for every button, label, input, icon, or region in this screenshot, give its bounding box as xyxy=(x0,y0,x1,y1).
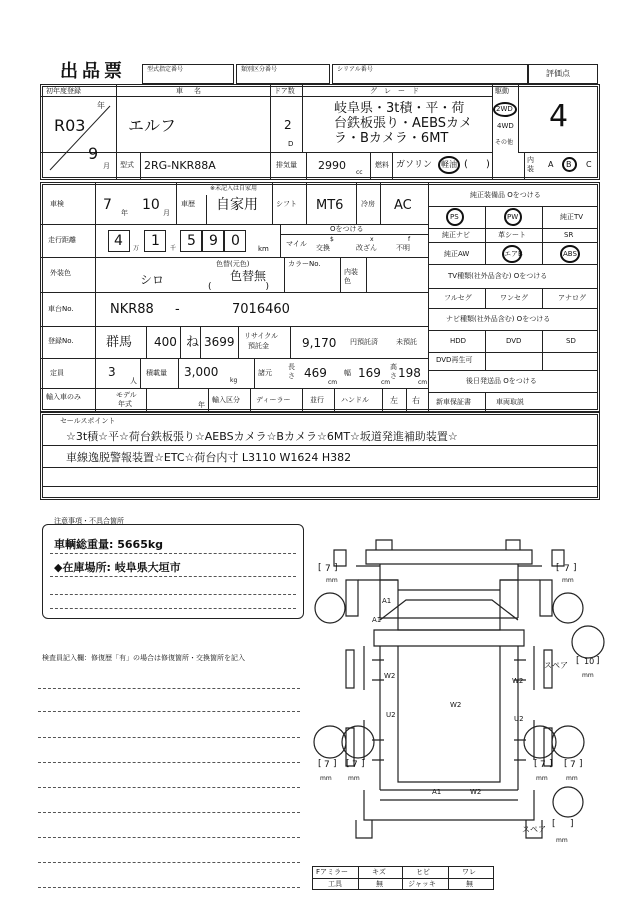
mileage-o-mark: Oをつける xyxy=(330,225,364,233)
type-cert-label: 型式指定番号 xyxy=(147,66,184,73)
length-unit: cm xyxy=(328,379,338,386)
inspection-month: 10 xyxy=(142,197,160,213)
grade-line1: 岐阜県・3t積・平・荷 xyxy=(334,101,465,116)
drive-label: 駆動 xyxy=(495,87,509,95)
shift-value: MT6 xyxy=(316,198,344,213)
model-year-label-1: モデル xyxy=(116,391,137,399)
navi-type-label: ナビ種類(社外品含む) Oをつける xyxy=(446,315,551,323)
mileage-km: km xyxy=(258,245,269,253)
width-value: 169 xyxy=(358,366,381,380)
tire-rr1-bracket-close: ] xyxy=(549,759,553,769)
legend-v: 無 xyxy=(376,880,383,888)
height-label: 高さ xyxy=(390,363,397,380)
damage-mark: W2 xyxy=(512,677,524,685)
spare-1-unit: mm xyxy=(582,672,594,679)
spare2-bracket-close: ] xyxy=(570,819,574,829)
color-paren: ( ) xyxy=(208,282,270,292)
legend-h: Fアミラー xyxy=(316,868,349,876)
spare-label-1: スペア xyxy=(544,661,568,670)
form-title: 出品票 xyxy=(60,61,126,82)
import-label: 輸入車のみ xyxy=(46,393,81,401)
mileage-label: 走行距離 xyxy=(48,236,76,244)
damage-mark: A1 xyxy=(372,616,382,624)
height-value: 198 xyxy=(398,366,421,380)
legend-v: 工具 xyxy=(328,880,342,888)
month-unit: 月 xyxy=(103,162,110,170)
swap-sym: $ xyxy=(330,236,334,243)
tire-fl-bracket: [ xyxy=(318,563,322,573)
handle-label: ハンドル xyxy=(341,396,369,404)
handle-right: 右 xyxy=(412,396,420,405)
load-value: 3,000 xyxy=(184,365,219,379)
tire-fr-bracket: [ xyxy=(556,563,560,573)
legend-v: 無 xyxy=(466,880,473,888)
load-unit: kg xyxy=(230,377,238,384)
ac-value: AC xyxy=(394,198,412,213)
spare2-bracket: [ xyxy=(552,819,556,829)
import-cat-label: 輸入区分 xyxy=(212,396,240,404)
tire-rr2: 7 xyxy=(570,760,576,770)
color-change-label: 色替(元色) xyxy=(216,260,250,268)
grade-label: グ レ ー ド xyxy=(370,87,419,95)
eval-label: 評価点 xyxy=(546,69,570,78)
name-label: 車 名 xyxy=(176,87,203,95)
damage-mark: W2 xyxy=(384,672,396,680)
recycle-label-2: 預託金 xyxy=(248,342,269,350)
modified-label: 改ざん xyxy=(356,244,377,252)
modified-sym: x xyxy=(370,236,374,243)
tire-rr1-bracket: [ xyxy=(534,759,538,769)
model-year-label-2: 年式 xyxy=(118,400,132,408)
history-label: 車歴 xyxy=(181,200,195,208)
int-color-label: 内装色 xyxy=(344,268,358,285)
navi-sd: SD xyxy=(566,337,576,345)
dims-label: 諸元 xyxy=(258,369,272,377)
legend-h: ヒビ xyxy=(416,868,430,876)
equip-leather: 革シート xyxy=(498,231,526,239)
equip-navi: 純正ナビ xyxy=(442,231,470,239)
serial-label: シリアル番号 xyxy=(337,66,373,73)
sales-label: セールスポイント xyxy=(60,417,116,425)
capacity-value: 3 xyxy=(108,365,116,379)
fuel-diesel: 軽油 xyxy=(441,160,457,169)
model-value: 2RG-NKR88A xyxy=(144,159,216,172)
spare1-bracket-close: ] xyxy=(596,656,600,666)
sales-line1: ☆3t積☆平☆荷台鉄板張り☆AEBSカメラ☆Bカメラ☆6MT☆坂道発進補助装置☆ xyxy=(66,430,458,443)
fuel-label: 燃料 xyxy=(375,161,389,169)
width-label: 幅 xyxy=(344,369,351,377)
length-label: 長さ xyxy=(288,363,295,380)
import-parallel: 並行 xyxy=(310,396,324,404)
chassis-number: 7016460 xyxy=(232,302,290,317)
legend-v: ジャッキ xyxy=(408,880,436,888)
notes-label: 注意事項・不具合箇所 xyxy=(54,517,124,525)
mileage-digit-4: 9 xyxy=(209,233,218,249)
interior-c: C xyxy=(586,160,592,169)
interior-b: B xyxy=(566,160,572,169)
drive-2wd: 2WD xyxy=(496,105,513,113)
equip-pw: PW xyxy=(507,213,519,221)
import-year-unit: 年 xyxy=(198,401,205,409)
equip-abs: ABS xyxy=(563,250,577,258)
spare1-bracket: [ xyxy=(576,656,580,666)
fuel-paren-close: ) xyxy=(486,159,490,170)
unknown-sym: f xyxy=(408,236,411,243)
fuel-gasoline: ガソリン xyxy=(396,160,433,170)
doors-label: ドア数 xyxy=(274,87,295,95)
tire-rr2-bracket: [ xyxy=(564,759,568,769)
mileage-digit-3: 5 xyxy=(187,233,196,249)
tire-rr1: 7 xyxy=(540,760,546,770)
recycle-amount: 9,170 xyxy=(302,336,337,350)
after-warranty: 新車保証書 xyxy=(436,398,471,406)
recycle-label-1: リサイクル xyxy=(244,332,279,340)
tire-rl2-unit: mm xyxy=(348,775,360,782)
displacement-label: 排気量 xyxy=(276,161,297,169)
mileage-sen: 千 xyxy=(170,245,177,252)
import-dealer: ディーラー xyxy=(256,396,291,404)
interior-a: A xyxy=(548,160,554,169)
legend-h: ワレ xyxy=(462,868,476,876)
equip-ps: PS xyxy=(450,213,459,221)
chassis-dash: - xyxy=(175,302,180,317)
tire-rr2-unit: mm xyxy=(566,775,578,782)
notes-gvw: 車輌総重量: 5665kg xyxy=(54,538,164,551)
reg-area: 群馬 xyxy=(106,335,133,350)
first-reg-month: 9 xyxy=(88,144,99,163)
navi-dvd-play: DVD再生可 xyxy=(436,356,473,364)
tire-rl1-bracket-close: ] xyxy=(333,759,337,769)
mile-label: マイル xyxy=(286,240,307,248)
fuel-paren-open: ( xyxy=(464,159,468,170)
tire-rl2-bracket-close: ] xyxy=(361,759,365,769)
damage-mark: A1 xyxy=(432,788,442,796)
recycle-unit: 円預託済 xyxy=(350,338,378,346)
swap-label: 交換 xyxy=(316,244,330,252)
drive-other: その他 xyxy=(495,139,514,146)
chassis-prefix: NKR88 xyxy=(110,302,154,317)
spare-label-2: スペア xyxy=(522,825,546,834)
model-label: 型式 xyxy=(120,161,134,169)
reg-kana: ね xyxy=(186,335,200,350)
inspection-month-unit: 月 xyxy=(163,209,170,217)
cc-unit: cc xyxy=(356,169,363,176)
displacement-value: 2990 xyxy=(318,159,346,172)
color-no-label: カラーNo. xyxy=(288,260,321,268)
capacity-unit: 人 xyxy=(130,377,137,385)
inspection-year: 7 xyxy=(103,197,112,213)
genuine-equipment-label: 純正装備品 Oをつける xyxy=(470,191,541,199)
damage-mark: A1 xyxy=(382,597,392,605)
tv-type-label: TV種類(社外品含む) Oをつける xyxy=(448,272,548,280)
tire-fl-bracket-close: ] xyxy=(334,563,338,573)
drive-4wd: 4WD xyxy=(497,122,514,130)
reg-label: 登録No. xyxy=(48,337,74,345)
car-name: エルフ xyxy=(128,116,177,135)
history-value: 自家用 xyxy=(216,197,258,213)
history-note: ※未記入は自家用 xyxy=(210,185,258,192)
tire-rl2: 7 xyxy=(352,760,358,770)
tire-fr-bracket-close: ] xyxy=(573,563,577,573)
exterior-color: シロ xyxy=(140,273,165,287)
capacity-label: 定員 xyxy=(50,369,64,377)
damage-mark: W2 xyxy=(470,788,482,796)
year-unit: 年 xyxy=(97,101,105,110)
mileage-digit-1: 4 xyxy=(114,233,123,249)
width-unit: cm xyxy=(381,379,391,386)
truck-diagram xyxy=(306,520,606,865)
grade-line2: 台鉄板張り・AEBSカメ xyxy=(334,116,473,131)
tv-analog: アナログ xyxy=(558,294,586,302)
grade-line3: ラ・Bカメラ・6MT xyxy=(334,131,449,146)
damage-mark: U2 xyxy=(386,711,396,719)
unknown-label: 不明 xyxy=(396,244,410,252)
tire-rr2-bracket-close: ] xyxy=(579,759,583,769)
ac-label: 冷房 xyxy=(361,200,375,208)
mileage-man: 万 xyxy=(133,245,140,252)
navi-dvd: DVD xyxy=(506,337,522,345)
equip-sr: SR xyxy=(564,231,574,239)
tire-fl: 7 xyxy=(325,564,331,574)
legend-h: キズ xyxy=(372,868,386,876)
notes-location: ◆在庫場所: 岐阜県大垣市 xyxy=(54,561,181,574)
tire-fr-unit: mm xyxy=(562,577,574,584)
interior-label: 内装 xyxy=(527,156,534,173)
handle-left: 左 xyxy=(390,396,398,405)
tire-rl1-bracket: [ xyxy=(318,759,322,769)
tire-rl1: 7 xyxy=(324,760,330,770)
tire-fl-unit: mm xyxy=(326,577,338,584)
tv-full-seg: フルセグ xyxy=(444,294,472,302)
doors-suffix: D xyxy=(288,140,294,148)
recycle-not: 未預託 xyxy=(396,338,417,346)
tire-fr: 7 xyxy=(564,564,570,574)
tire-rr1-unit: mm xyxy=(536,775,548,782)
spare-2-unit: mm xyxy=(556,837,568,844)
tire-rl1-unit: mm xyxy=(320,775,332,782)
height-unit: cm xyxy=(418,379,428,386)
inspection-label: 車検 xyxy=(50,200,64,208)
exterior-label: 外装色 xyxy=(50,269,71,277)
length-value: 469 xyxy=(304,366,327,380)
shift-label: シフト xyxy=(276,200,297,208)
tire-rl2-bracket: [ xyxy=(346,759,350,769)
load-label: 積載量 xyxy=(146,369,167,377)
damage-mark: W2 xyxy=(450,701,462,709)
equip-airbag: エアB xyxy=(504,250,523,258)
equip-tv: 純正TV xyxy=(560,213,584,221)
mileage-digit-2: 1 xyxy=(151,233,160,249)
reg-class: 400 xyxy=(154,335,177,349)
doors-value: 2 xyxy=(284,118,292,132)
tv-one-seg: ワンセグ xyxy=(500,294,528,302)
sales-line2: 車線逸脱警報装置☆ETC☆荷台内寸 L3110 W1624 H382 xyxy=(66,451,352,464)
eval-score: 4 xyxy=(549,99,569,134)
inspector-label: 検査員記入欄：修復歴「有」の場合は修復箇所・交換箇所を記入 xyxy=(42,654,245,662)
spare-1: 10 xyxy=(584,657,595,666)
first-reg-label: 初年度登録 xyxy=(46,87,81,95)
after-manual: 車両取説 xyxy=(496,398,524,406)
chassis-label: 車台No. xyxy=(48,305,74,313)
after-label: 後日発送品 Oをつける xyxy=(466,377,537,385)
mileage-digit-5: 0 xyxy=(231,233,240,249)
inspection-year-unit: 年 xyxy=(121,209,128,217)
navi-hdd: HDD xyxy=(450,337,467,345)
equip-aw: 純正AW xyxy=(444,250,470,258)
category-label: 類別区分番号 xyxy=(241,66,278,73)
first-reg-year: R03 xyxy=(54,116,86,135)
reg-number: 3699 xyxy=(204,335,235,349)
damage-mark: U2 xyxy=(514,715,524,723)
color-change-value: 色替無 xyxy=(230,269,267,283)
